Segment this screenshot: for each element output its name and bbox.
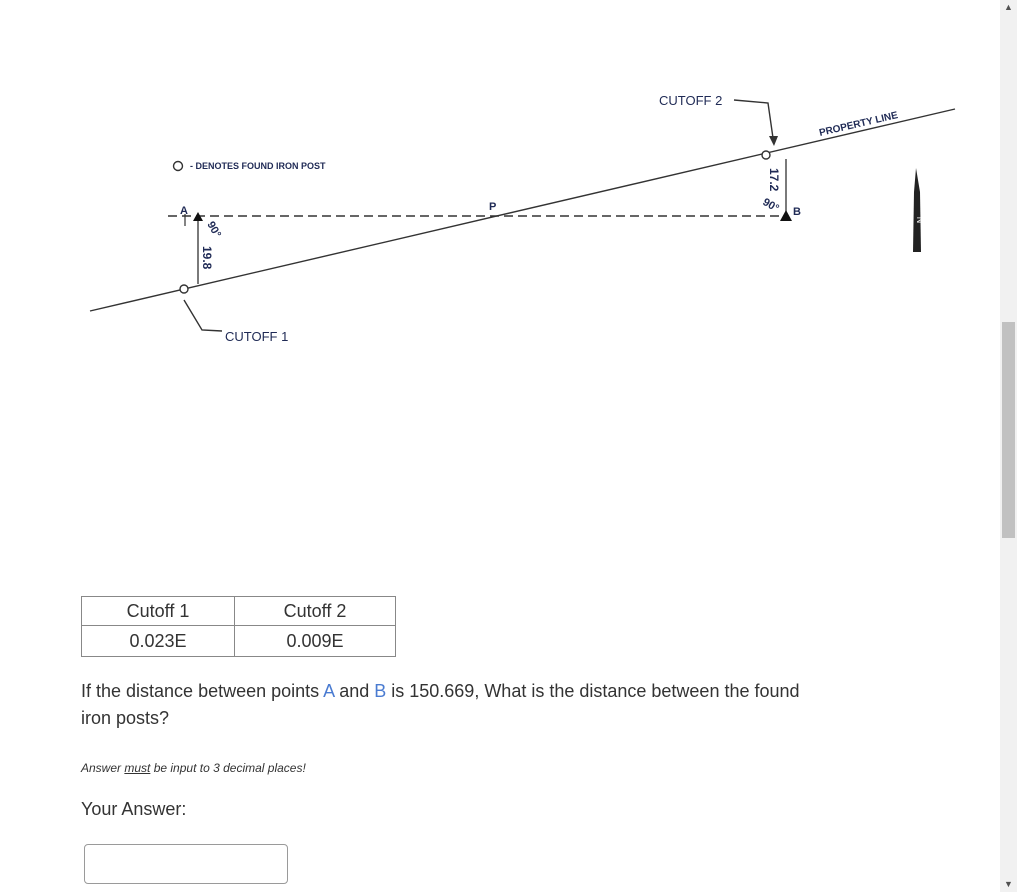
- cutoff1-label: CUTOFF 1: [225, 329, 289, 344]
- table-header-cutoff2: Cutoff 2: [235, 597, 396, 626]
- note-prefix: Answer: [81, 761, 125, 775]
- table-cell-cutoff1: 0.023E: [82, 626, 235, 657]
- table-row: [82, 626, 396, 657]
- label-b: B: [793, 206, 801, 218]
- cutoff2-arrowhead: [769, 136, 778, 146]
- question-part1: If the distance between points: [81, 681, 324, 701]
- question-text: [81, 678, 821, 732]
- question-point-b: B: [374, 681, 387, 701]
- cutoff1-leader: [184, 300, 222, 331]
- point-b-marker: [780, 210, 792, 221]
- question-point-a: A: [323, 681, 335, 701]
- answer-input[interactable]: [84, 844, 288, 884]
- legend-iron-post-icon: [174, 162, 183, 171]
- question-part2: and: [334, 681, 375, 701]
- cutoff2-leader: [734, 100, 773, 138]
- angle-a-label: 90°: [204, 219, 224, 240]
- table-cell-cutoff2: 0.009E: [235, 626, 396, 657]
- scroll-up-icon[interactable]: ▲: [1004, 2, 1013, 12]
- label-p: P: [489, 201, 497, 213]
- north-arrow-icon: [913, 168, 921, 252]
- property-line: [90, 109, 955, 311]
- iron-post-1: [180, 285, 188, 293]
- north-label: N: [915, 216, 925, 224]
- scrollbar-thumb[interactable]: [1002, 322, 1015, 538]
- legend-text: - DENOTES FOUND IRON POST: [190, 161, 326, 171]
- scroll-down-icon[interactable]: ▼: [1004, 879, 1013, 889]
- note-suffix: be input to 3 decimal places!: [150, 761, 306, 775]
- property-line-label: PROPERTY LINE: [818, 110, 900, 139]
- distance-b-label: 17.2: [767, 168, 781, 192]
- iron-post-2: [762, 151, 770, 159]
- question-part3: is 150.669, What is the distance between the found iron posts?: [81, 681, 800, 728]
- table-header-row: [82, 597, 396, 626]
- angle-b-label: 90°: [760, 196, 781, 215]
- table-header-cutoff1: Cutoff 1: [82, 597, 235, 626]
- note-emphasis: must: [124, 761, 151, 775]
- cutoff-table: [81, 596, 396, 657]
- label-a: A: [180, 205, 188, 217]
- answer-note: [81, 761, 306, 775]
- scrollbar[interactable]: [1000, 0, 1017, 892]
- cutoff2-label: CUTOFF 2: [659, 93, 723, 108]
- your-answer-label: Your Answer:: [81, 799, 187, 819]
- distance-a-label: 19.8: [200, 246, 214, 270]
